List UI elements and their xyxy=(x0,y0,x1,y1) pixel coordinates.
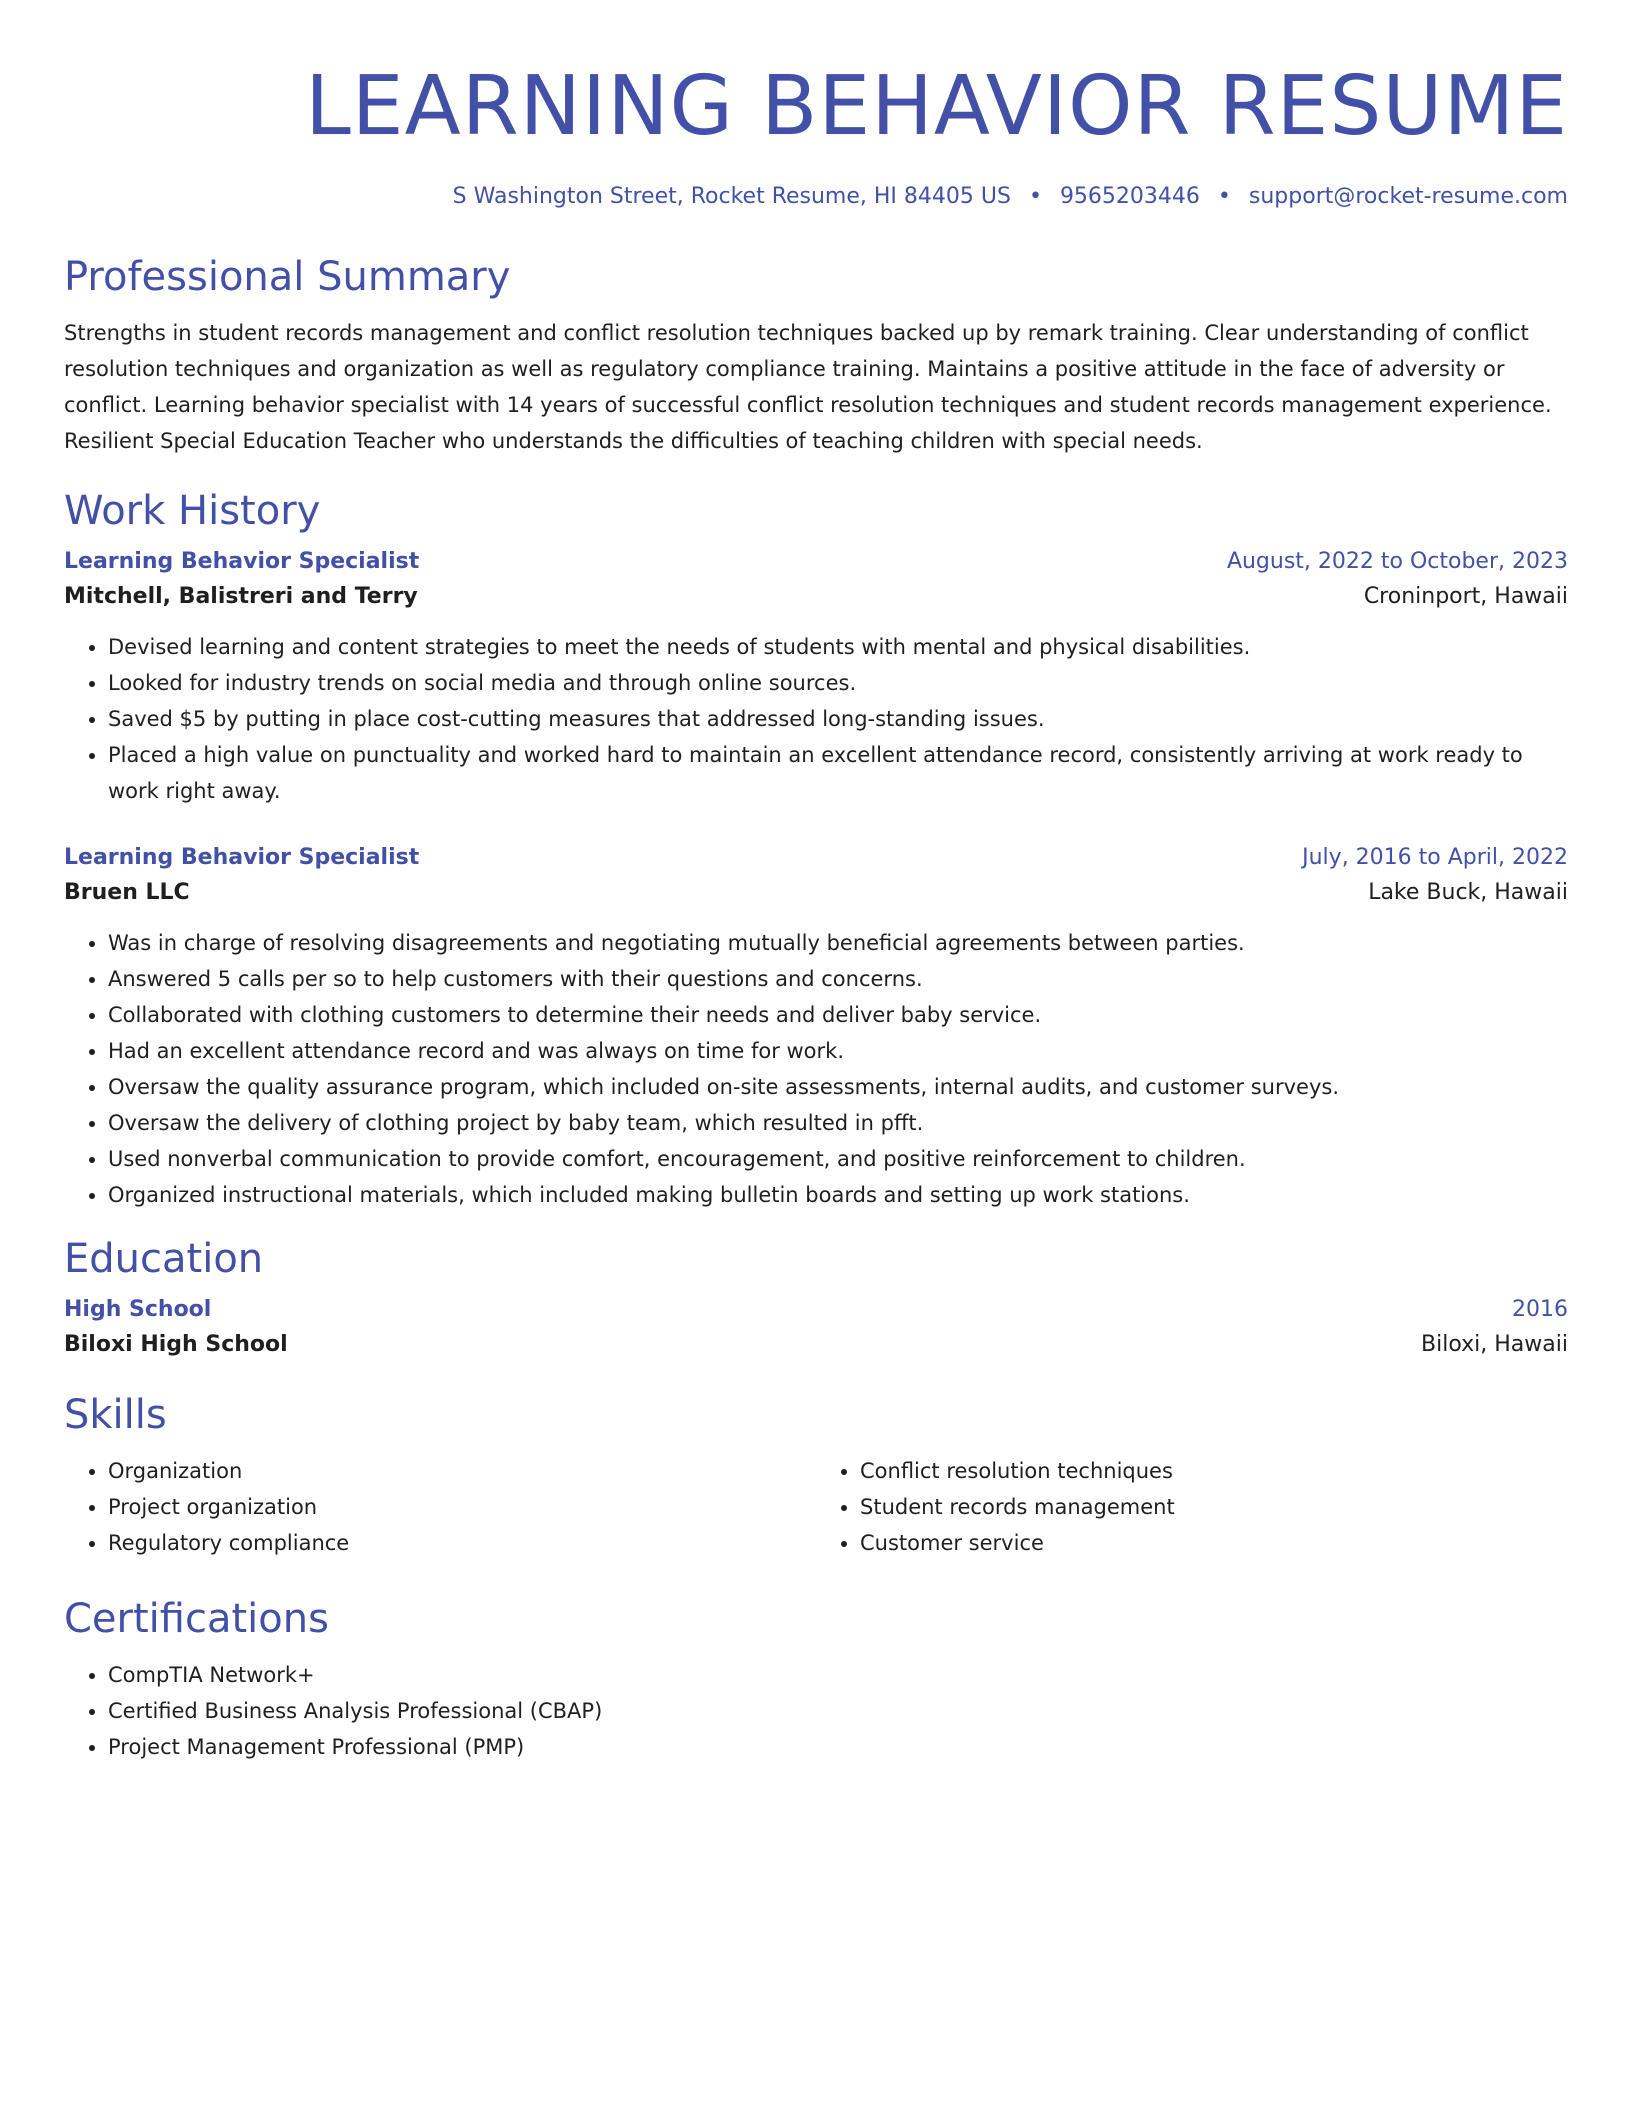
contact-address: S Washington Street, Rocket Resume, HI 84405 US xyxy=(452,184,1011,209)
education-degree: High School xyxy=(64,1297,212,1322)
skills-column-right xyxy=(816,1453,1568,1561)
resume-header xyxy=(64,56,1568,209)
summary-heading: Professional Summary xyxy=(64,254,511,300)
job-company: Mitchell, Balistreri and Terry xyxy=(64,584,418,609)
contact-separator: • xyxy=(1217,184,1231,209)
skills-list xyxy=(64,1453,1568,1561)
certification-item: • CompTIA Network+ xyxy=(108,1657,1568,1693)
job-location: Croninport, Hawaii xyxy=(1363,584,1568,609)
job-title: Learning Behavior Specialist xyxy=(64,549,420,574)
job-bullet: • Organized instructional materials, which included making bulletin boards and setting up work stations. xyxy=(108,1177,1568,1213)
job-bullet: • Answered 5 calls per so to help customers with their questions and concerns. xyxy=(108,961,1568,997)
job-bullet: • Placed a high value on punctuality and worked hard to maintain an excellent attendance record, consistently arriving at work ready to work right away. xyxy=(108,737,1568,809)
job-bullets xyxy=(64,925,1568,1213)
summary-text: Strengths in student records management and conflict resolution techniques backed up by remark training. Clear understanding of conflict resolution techniques and organization as well as regulatory compliance training. Maintains a positive attitude in the face of adversity or conflict. Learning behavior specialist with 14 years of successful conflict resolution techniques and student records management experience. Resilient Special Education Teacher who understands the difficulties of teaching children with special needs. xyxy=(64,321,1552,453)
education-heading: Education xyxy=(64,1236,264,1282)
contact-line xyxy=(64,184,1568,209)
job-bullet: • Was in charge of resolving disagreements and negotiating mutually beneficial agreements between parties. xyxy=(108,925,1568,961)
job-bullet: • Devised learning and content strategies to meet the needs of students with mental and physical disabilities. xyxy=(108,629,1568,665)
job-bullet: • Oversaw the delivery of clothing project by baby team, which resulted in pfft. xyxy=(108,1105,1568,1141)
job-entry xyxy=(64,549,1568,809)
resume-name: LEARNING BEHAVIOR RESUME xyxy=(305,59,1568,154)
job-bullet: • Collaborated with clothing customers to determine their needs and deliver baby service. xyxy=(108,997,1568,1033)
certification-item: • Certified Business Analysis Professional (CBAP) xyxy=(108,1693,1568,1729)
job-dates: August, 2022 to October, 2023 xyxy=(1226,549,1568,574)
work-history-heading: Work History xyxy=(64,488,321,534)
job-bullet: • Had an excellent attendance record and was always on time for work. xyxy=(108,1033,1568,1069)
job-location: Lake Buck, Hawaii xyxy=(1368,880,1568,905)
contact-phone: 9565203446 xyxy=(1059,184,1200,209)
education-year: 2016 xyxy=(1512,1297,1568,1322)
skill-item: • Project organization xyxy=(108,1489,816,1525)
job-bullet: • Saved $5 by putting in place cost-cutting measures that addressed long-standing issues. xyxy=(108,701,1568,737)
skills-column-left xyxy=(64,1453,816,1561)
job-company: Bruen LLC xyxy=(64,880,190,905)
job-entry xyxy=(64,845,1568,1213)
certifications-list xyxy=(64,1657,1568,1765)
job-bullet: • Looked for industry trends on social media and through online sources. xyxy=(108,665,1568,701)
job-dates: July, 2016 to April, 2022 xyxy=(1302,845,1568,870)
skill-item: • Organization xyxy=(108,1453,816,1489)
certifications-heading: Certifications xyxy=(64,1596,329,1642)
job-bullet: • Oversaw the quality assurance program, which included on-site assessments, internal audits, and customer surveys. xyxy=(108,1069,1568,1105)
job-bullets xyxy=(64,629,1568,809)
certification-item: • Project Management Professional (PMP) xyxy=(108,1729,1568,1765)
job-title: Learning Behavior Specialist xyxy=(64,845,420,870)
contact-email: support@rocket-resume.com xyxy=(1248,184,1568,209)
contact-separator: • xyxy=(1028,184,1042,209)
skill-item: • Conflict resolution techniques xyxy=(860,1453,1568,1489)
skill-item: • Regulatory compliance xyxy=(108,1525,816,1561)
job-bullet: • Used nonverbal communication to provide comfort, encouragement, and positive reinforcement to children. xyxy=(108,1141,1568,1177)
skills-heading: Skills xyxy=(64,1392,167,1438)
education-entry xyxy=(64,1297,1568,1357)
education-school: Biloxi High School xyxy=(64,1332,288,1357)
skill-item: • Student records management xyxy=(860,1489,1568,1525)
education-location: Biloxi, Hawaii xyxy=(1421,1332,1568,1357)
skill-item: • Customer service xyxy=(860,1525,1568,1561)
